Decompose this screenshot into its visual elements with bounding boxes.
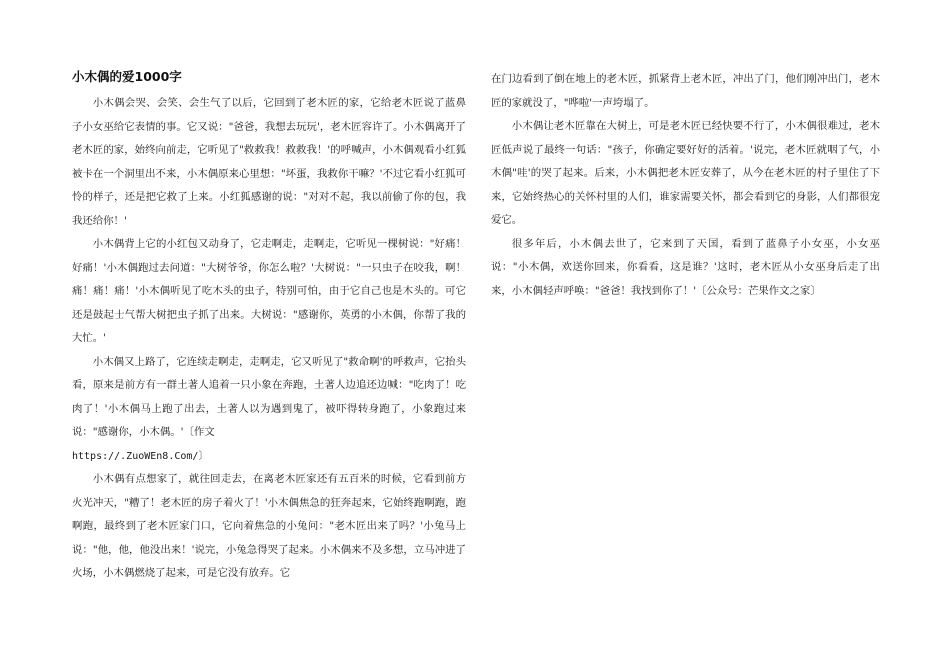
paragraph-4-continued: 在门边看到了倒在地上的老木匠，抓紧背上老木匠，冲出了门，他们刚冲出门，老木匠的家就没了，"哗啦'一声垮塌了。 [491,73,880,109]
left-column [72,68,466,586]
paragraph-1: 小木偶会哭、会笑、会生气了以后，它回到了老木匠的家，它给老木匠说了蓝鼻子小女巫给它表情的事。它又说："爸爸，我想去玩玩'，老木匠容许了。小木偶离开了老木匠的家，始终向前走，它听见了"救救我！救救我！'的呼喊声，小木偶观看小红狐被卡在一个洞里出不来，小木偶原来心里想："坏蛋，我救你干嘛？'不过它看小红狐可怜的样子，还是把它救了上来。小红狐感谢的说："对对不起，我以前偷了你的包，我我还给你！' [72,97,466,227]
document-title: 小木偶的爱1000字 [72,69,182,84]
paragraph-2: 小木偶背上它的小红包又动身了，它走啊走，走啊走，它听见一棵树说："好痛！好痛！'小木偶跑过去问道："大树爷爷，你怎么啦？'大树说："一只虫子在咬我，啊！痛！痛！痛！'小木偶听见了吃木头的虫子，特别可怕，由于它自己也是木头的。可它还是鼓起士气帮大树把虫子抓了出来。大树说："感谢你，英勇的小木偶，你帮了我的大忙。' [72,238,466,344]
paragraph-4: 小木偶有点想家了，就往回走去，在离老木匠家还有五百米的时候，它看到前方火光冲天，"糟了！老木匠的房子着火了！'小木偶焦急的狂奔起来，它始终跑啊跑，跑啊跑，最终到了老木匠家门口，它向着焦急的小兔问："老木匠出来了吗？'小兔马上说："他，他，他没出来！'说完，小兔急得哭了起来。小木偶来不及多想，立马冲进了火场，小木偶燃烧了起来，可是它没有放弃。它 [72,473,466,579]
paragraph-3: 小木偶又上路了，它连续走啊走，走啊走，它又听见了"救命啊'的呼救声，它抬头看，原来是前方有一群土著人追着一只小象在奔跑，土著人边追还边喊："吃肉了！吃肉了！'小木偶马上跑了出去，土著人以为遇到鬼了，被吓得转身跑了，小象跑过来说："感谢你，小木偶。'〔作文 [72,355,466,438]
source-url: https://.ZuoWEn8.Com/〕 [72,450,209,462]
paragraph-6: 很多年后，小木偶去世了，它来到了天国，看到了蓝鼻子小女巫，小女巫说："小木偶，欢送你回来，你看看，这是谁？'这时，老木匠从小女巫身后走了出来，小木偶轻声呼唤："爸爸！我找到你了！'〔公众号：芒果作文之家〕 [491,237,880,297]
right-column [491,68,880,303]
paragraph-5: 小木偶让老木匠靠在大树上，可是老木匠已经快要不行了，小木偶很难过，老木匠低声说了最终一句话："孩子，你确定要好好的活着。'说完，老木匠就咽了气，小木偶"哇'的哭了起来。后来，小木偶把老木匠安葬了，从今在老木匠的村子里住了下来，它始终热心的关怀村里的人们，谁家需要关怀，都会看到它的身影，人们都很宠爱它。 [491,120,880,226]
